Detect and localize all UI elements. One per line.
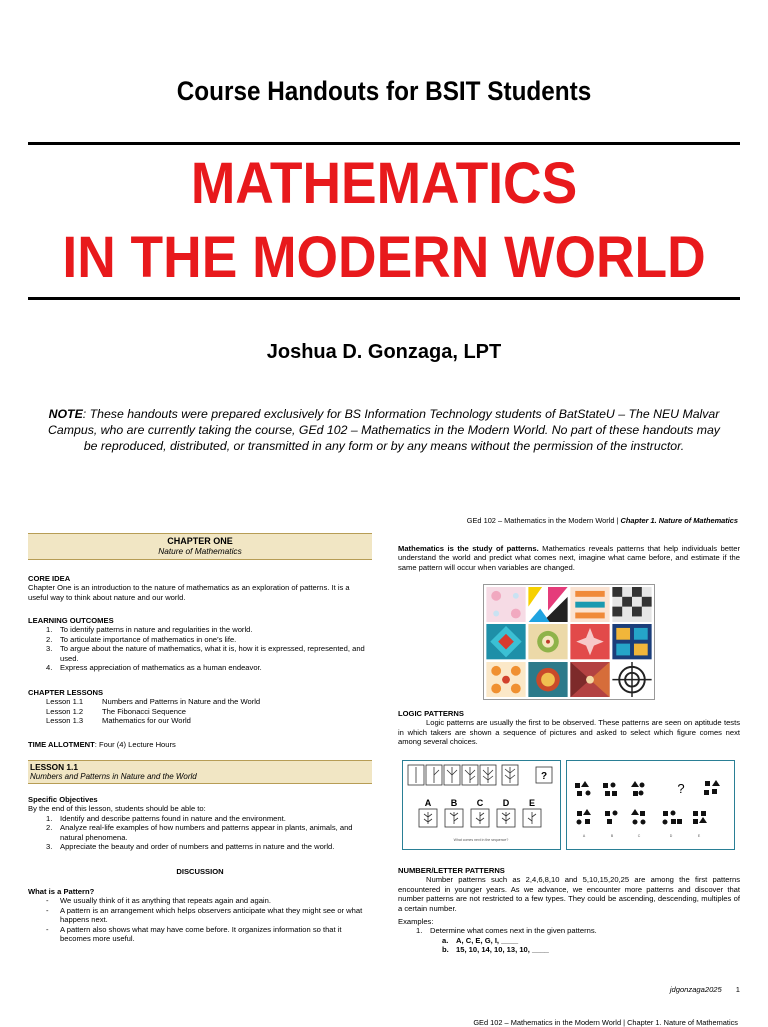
author-name: Joshua D. Gonzaga, LPT: [266, 341, 502, 363]
option-label: C: [637, 834, 641, 838]
number-patterns-section: [398, 866, 740, 913]
examples-label: Examples:: [398, 917, 434, 926]
time-allotment: TIME ALLOTMENT: Four (4) Lecture Hours: [28, 740, 176, 749]
option-label: A: [582, 834, 586, 838]
list-item: 1. Determine what comes next in the given patterns.: [416, 926, 597, 936]
chapter-lessons-heading: CHAPTER LESSONS: [28, 688, 104, 697]
number-patterns-text: Number patterns such as 2,4,6,8,10 and 5,10,15,20,25 are among the first patterns encountered in younger years. As we advance, we encounter more patterns and discover that number patterns are not restricted to a few types. They could be ascending, descending, multiples of a certain number.: [398, 875, 740, 913]
number-patterns-heading: NUMBER/LETTER PATTERNS: [398, 866, 505, 875]
cover-title: Course Handouts for BSIT Students: [176, 76, 592, 106]
what-is-pattern-section: [28, 887, 372, 943]
logic-patterns-heading: LOGIC PATTERNS: [398, 709, 464, 718]
logic-puzzle-figure-1: [402, 760, 561, 850]
top-rule: [28, 142, 740, 145]
option-label: E: [528, 798, 536, 808]
chapter-box: [28, 533, 372, 560]
examples-section: [398, 917, 740, 955]
option-label: B: [450, 798, 458, 808]
math-intro-paragraph: Mathematics is the study of patterns. Mathematics reveals patterns that help individuals better understand the world and predict what comes next, imagine what came before, and estimate if the same pattern will occur when variables are changed.: [398, 544, 740, 572]
what-is-pattern-heading: What is a Pattern?: [28, 887, 95, 896]
option-label: D: [502, 798, 510, 808]
list-item: Lesson 1.1 Numbers and Patterns in Nature and the World: [46, 697, 261, 707]
list-item: 3. To argue about the nature of mathematics, what it is, how it is expressed, represented, and used.: [46, 644, 365, 663]
specific-objectives-section: [28, 795, 372, 851]
logic-caption: What comes next in the sequence?: [453, 838, 509, 842]
core-idea-heading: CORE IDEA: [28, 574, 71, 583]
lesson-subtitle: Numbers and Patterns in Nature and the World: [30, 772, 197, 781]
option-label: D: [669, 834, 673, 838]
learning-outcomes-section: [28, 616, 372, 672]
list-item: 1. To identify patterns in nature and regularities in the world.: [46, 625, 253, 635]
main-title-line2: IN THE MODERN WORLD: [62, 225, 706, 290]
chapter-label: CHAPTER ONE: [167, 536, 233, 546]
option-label: A: [424, 798, 432, 808]
option-label: B: [610, 834, 614, 838]
bottom-rule: [28, 297, 740, 300]
example-b: b. 15, 10, 14, 10, 13, 10, ____: [442, 945, 549, 955]
list-item: 1. Identify and describe patterns found in nature and the environment.: [46, 813, 286, 823]
core-idea-section: [28, 574, 372, 602]
list-item: 2. To articulate importance of mathematics in one’s life.: [46, 634, 237, 644]
chapter-lessons-section: [28, 688, 372, 726]
logic-patterns-section: [398, 709, 740, 747]
discussion-heading: DISCUSSION: [176, 867, 224, 876]
running-head: GEd 102 – Mathematics in the Modern World | Chapter 1. Nature of Mathematics: [466, 516, 738, 525]
learning-outcomes-heading: LEARNING OUTCOMES: [28, 616, 114, 625]
note-label: NOTE: [48, 407, 83, 421]
objectives-intro: By the end of this lesson, students should be able to:: [28, 804, 206, 814]
list-item: 3. Appreciate the beauty and order of numbers and patterns in nature and the world.: [46, 842, 335, 852]
list-item: - We usually think of it as anything that repeats again and again.: [46, 896, 271, 906]
list-item: Lesson 1.3 Mathematics for our World: [46, 716, 191, 726]
example-a: a. A, C, E, G, I, ____: [442, 935, 519, 945]
specific-objectives-heading: Specific Objectives: [28, 795, 98, 804]
list-item: 4. Express appreciation of mathematics as a human endeavor.: [46, 663, 262, 673]
logic-question-mark-2: ?: [677, 781, 685, 796]
main-title-line1: MATHEMATICS: [190, 151, 578, 216]
logic-puzzle-figure-2: [566, 760, 735, 850]
lesson-box: [28, 760, 372, 784]
list-item: - A pattern is an arrangement which helps observers anticipate what they might see or what happens next.: [46, 905, 363, 925]
option-label: C: [476, 798, 484, 808]
option-label: E: [697, 834, 701, 838]
lesson-label: LESSON 1.1: [30, 762, 78, 772]
pattern-mosaic-image: [483, 584, 655, 700]
page-footer: jdgonzaga2025 1: [669, 985, 740, 994]
chapter-subtitle: Nature of Mathematics: [158, 546, 242, 556]
list-item: 2. Analyze real-life examples of how numbers and patterns appear in plants, animals, and natural phenomena.: [46, 823, 353, 842]
list-item: Lesson 1.2 The Fibonacci Sequence: [46, 706, 187, 716]
core-idea-text: Chapter One is an introduction to the nature of mathematics as an exploration of patterns. It is a useful way to think about nature and our world.: [28, 583, 350, 602]
next-page-running-head: GEd 102 – Mathematics in the Modern World | Chapter 1. Nature of Mathematics: [473, 1018, 738, 1027]
list-item: - A pattern also shows what may have come before. It organizes information so that it becomes more useful.: [46, 924, 342, 944]
logic-question-mark: ?: [540, 771, 548, 782]
note-text: : These handouts were prepared exclusively for BS Information Technology students of BatStateU – The NEU Malvar Campus, who are currently taking the course, GEd 102 – Mathematics in the Modern World. No part of these handouts may be reproduced, distributed, or transmitted in any form or by any means without the permission of the instructor.: [48, 407, 720, 453]
copyright-note: [40, 406, 728, 454]
logic-patterns-text: Logic patterns are usually the first to be observed. These patterns are seen on aptitude tests in which takers are shown a sequence of pictures and asked to select which figure comes next among several choices.: [398, 718, 740, 747]
